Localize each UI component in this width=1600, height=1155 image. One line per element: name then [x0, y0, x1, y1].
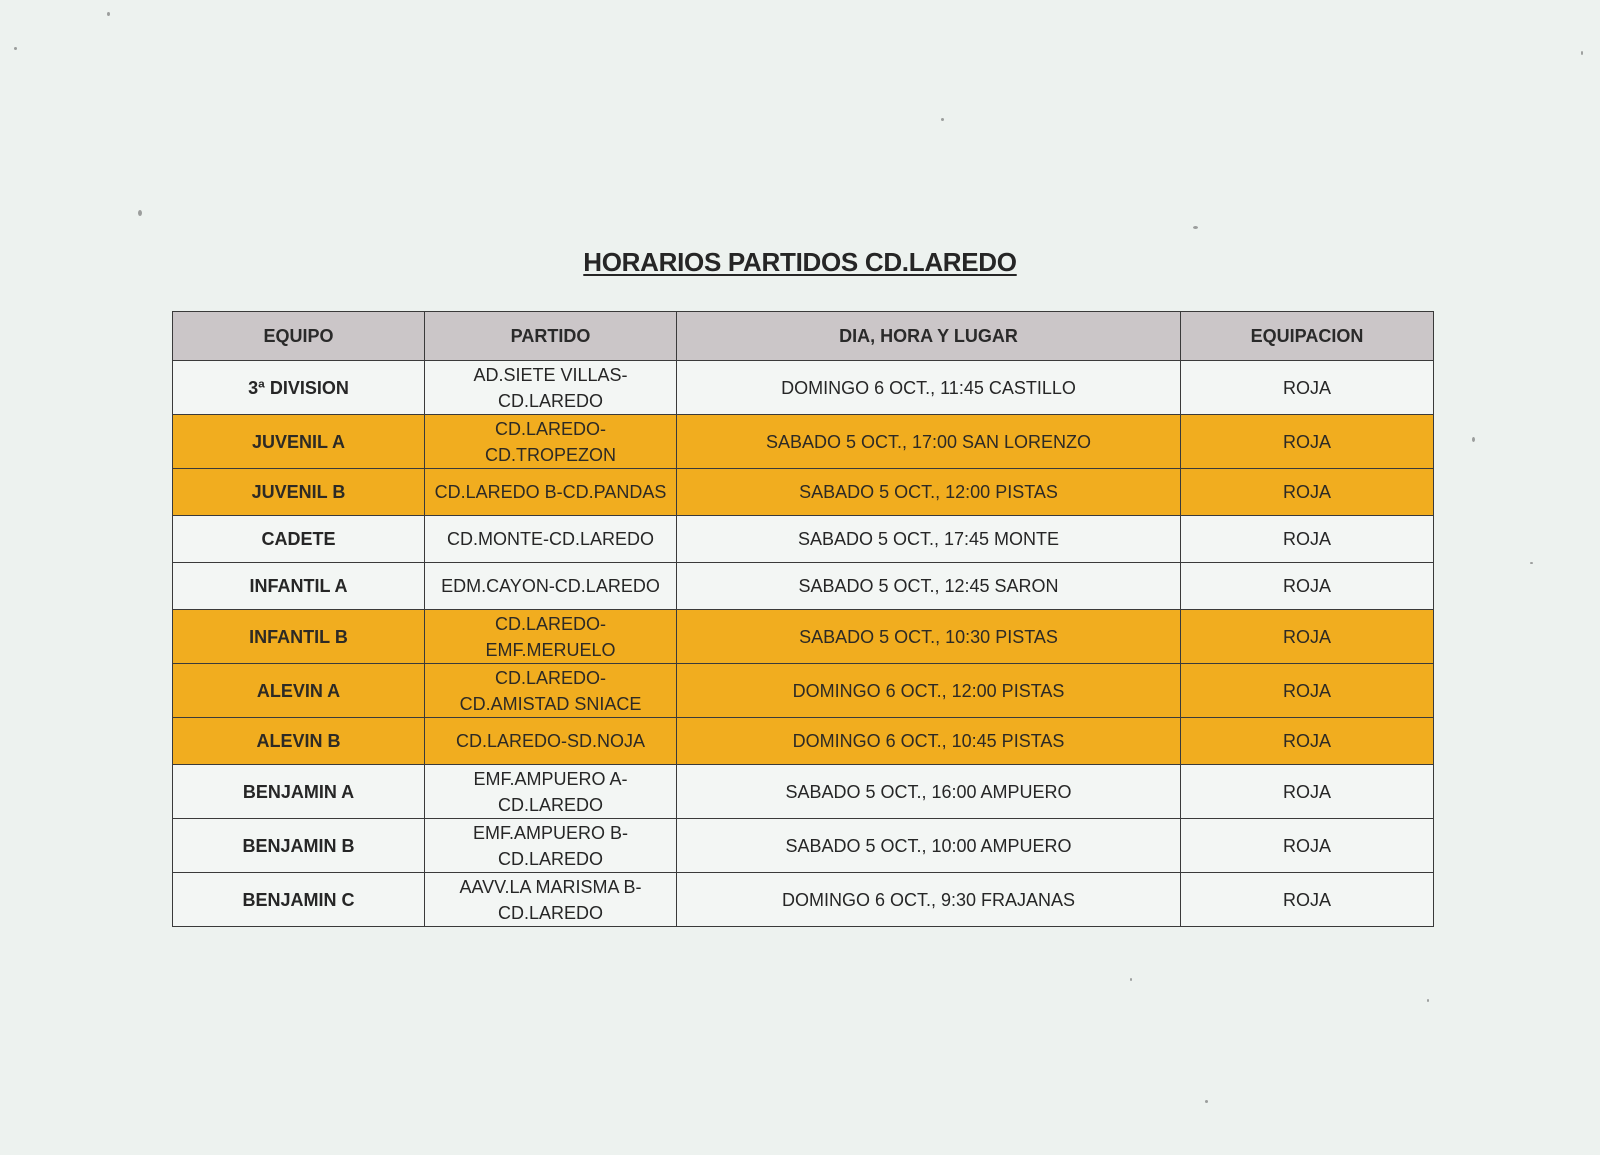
partido-line: CD.LAREDO	[497, 902, 604, 923]
cell-dia-hora-lugar: DOMINGO 6 OCT., 11:45 CASTILLO	[677, 361, 1181, 415]
cell-dia-hora-lugar: DOMINGO 6 OCT., 9:30 FRAJANAS	[677, 873, 1181, 927]
page-title: HORARIOS PARTIDOS CD.LAREDO	[583, 247, 1017, 277]
partido-line: CD.LAREDO B-CD.PANDAS	[434, 482, 667, 502]
table-row	[173, 765, 1434, 819]
cell-equipo: ALEVIN B	[173, 718, 425, 765]
cell-equipacion: ROJA	[1181, 819, 1434, 873]
cell-dia-hora-lugar: SABADO 5 OCT., 17:00 SAN LORENZO	[677, 415, 1181, 469]
scan-speck	[1530, 562, 1533, 564]
scan-speck	[1205, 1100, 1208, 1103]
cell-equipo: CADETE	[173, 516, 425, 563]
header-equipacion: EQUIPACION	[1181, 312, 1434, 361]
scan-speck	[107, 12, 110, 16]
scan-speck	[941, 118, 944, 121]
scan-speck	[1427, 999, 1429, 1002]
cell-equipo: ALEVIN A	[173, 664, 425, 718]
cell-equipacion: ROJA	[1181, 563, 1434, 610]
cell-equipacion: ROJA	[1181, 765, 1434, 819]
partido-line: CD.AMISTAD SNIACE	[459, 693, 642, 714]
cell-partido	[425, 415, 677, 469]
cell-dia-hora-lugar: DOMINGO 6 OCT., 12:00 PISTAS	[677, 664, 1181, 718]
cell-dia-hora-lugar: SABADO 5 OCT., 16:00 AMPUERO	[677, 765, 1181, 819]
cell-equipacion: ROJA	[1181, 610, 1434, 664]
cell-equipacion: ROJA	[1181, 664, 1434, 718]
cell-partido	[425, 873, 677, 927]
partido-line: CD.LAREDO-SD.NOJA	[455, 731, 646, 751]
table-row	[173, 563, 1434, 610]
cell-equipacion: ROJA	[1181, 873, 1434, 927]
cell-partido	[425, 664, 677, 718]
partido-line: CD.LAREDO-	[494, 613, 606, 634]
cell-partido	[425, 516, 677, 563]
cell-dia-hora-lugar: SABADO 5 OCT., 12:00 PISTAS	[677, 469, 1181, 516]
partido-line: EMF.AMPUERO A-	[473, 768, 628, 789]
cell-equipo: BENJAMIN C	[173, 873, 425, 927]
cell-partido	[425, 765, 677, 819]
cell-partido	[425, 361, 677, 415]
cell-equipacion: ROJA	[1181, 361, 1434, 415]
partido-line: CD.MONTE-CD.LAREDO	[446, 529, 654, 549]
partido-line: CD.LAREDO	[497, 794, 604, 815]
cell-partido	[425, 469, 677, 516]
header-equipo: EQUIPO	[173, 312, 425, 361]
partido-line: EDM.CAYON-CD.LAREDO	[441, 576, 660, 596]
cell-equipacion: ROJA	[1181, 516, 1434, 563]
cell-equipacion: ROJA	[1181, 718, 1434, 765]
cell-equipacion: ROJA	[1181, 415, 1434, 469]
table-row	[173, 361, 1434, 415]
partido-line: CD.LAREDO	[497, 848, 604, 869]
partido-line: CD.LAREDO-	[494, 418, 606, 439]
cell-dia-hora-lugar: SABADO 5 OCT., 10:30 PISTAS	[677, 610, 1181, 664]
cell-dia-hora-lugar: SABADO 5 OCT., 17:45 MONTE	[677, 516, 1181, 563]
cell-equipo: JUVENIL A	[173, 415, 425, 469]
partido-line: CD.TROPEZON	[484, 444, 616, 465]
scan-speck	[14, 47, 17, 50]
table-row	[173, 415, 1434, 469]
cell-equipo: INFANTIL B	[173, 610, 425, 664]
scan-speck	[1130, 978, 1132, 981]
table-row	[173, 469, 1434, 516]
scan-speck	[138, 210, 142, 216]
scan-speck	[1581, 51, 1583, 55]
table-row	[173, 516, 1434, 563]
match-schedule-table	[172, 311, 1434, 927]
partido-line: EMF.AMPUERO B-	[472, 822, 628, 843]
table-header-row	[173, 312, 1434, 361]
table-row	[173, 819, 1434, 873]
cell-partido	[425, 610, 677, 664]
table-row	[173, 718, 1434, 765]
cell-equipacion: ROJA	[1181, 469, 1434, 516]
cell-dia-hora-lugar: SABADO 5 OCT., 10:00 AMPUERO	[677, 819, 1181, 873]
partido-line: CD.LAREDO-	[494, 667, 606, 688]
partido-line: AAVV.LA MARISMA B-	[459, 876, 642, 897]
cell-equipo: 3ª DIVISION	[173, 361, 425, 415]
header-partido: PARTIDO	[425, 312, 677, 361]
scan-speck	[1193, 226, 1198, 229]
header-dia-hora-lugar: DIA, HORA Y LUGAR	[677, 312, 1181, 361]
scan-speck	[1472, 437, 1475, 442]
cell-partido	[425, 718, 677, 765]
partido-line: AD.SIETE VILLAS-	[473, 364, 628, 385]
cell-equipo: BENJAMIN A	[173, 765, 425, 819]
table-row	[173, 873, 1434, 927]
table-row	[173, 664, 1434, 718]
cell-dia-hora-lugar: DOMINGO 6 OCT., 10:45 PISTAS	[677, 718, 1181, 765]
partido-line: EMF.MERUELO	[485, 639, 616, 660]
cell-dia-hora-lugar: SABADO 5 OCT., 12:45 SARON	[677, 563, 1181, 610]
cell-equipo: INFANTIL A	[173, 563, 425, 610]
cell-equipo: BENJAMIN B	[173, 819, 425, 873]
table-row	[173, 610, 1434, 664]
cell-equipo: JUVENIL B	[173, 469, 425, 516]
cell-partido	[425, 563, 677, 610]
cell-partido	[425, 819, 677, 873]
partido-line: CD.LAREDO	[497, 390, 604, 411]
